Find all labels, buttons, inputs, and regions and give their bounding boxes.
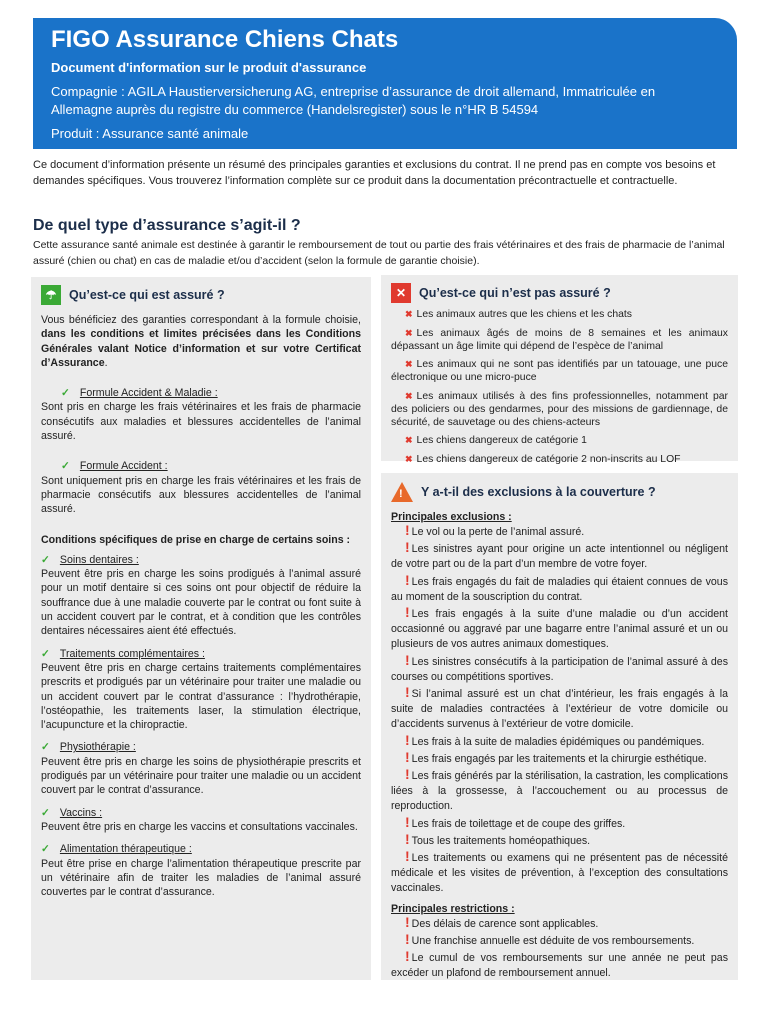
care-title: Soins dentaires : — [59, 553, 139, 566]
list-item: ! Des délais de carence sont applicables. — [405, 913, 599, 930]
care-block — [41, 553, 361, 639]
formula-block — [41, 386, 361, 443]
exclamation-icon: ! — [405, 813, 410, 830]
formula-text: Sont uniquement pris en charge les frais vétérinaires et les frais de pharmacie consécutifs aux blessures accidentelles de l’animal assuré. — [41, 474, 361, 516]
care-title: Vaccins : — [59, 806, 103, 819]
care-text: Peuvent être pris en charge les soins prodigués à l’animal assuré pour un motif dentaire si ces soins ont pour objectif de réduire la souffrance due à une maladie couverte par le contrat ou font suite à un accident couvert par le contrat, et à condition que les contrôles dentaires nécessaires aient été effectués. — [41, 568, 361, 638]
covered-heading-row — [41, 281, 361, 309]
check-icon: ✓ — [41, 843, 50, 856]
formula-block — [41, 459, 361, 516]
care-text: Peuvent être pris en charge les soins de physiothérapie prescrits et prodigués par un vétérinaire pour traiter une maladie ou un accident couvert par le contrat d’assurance. — [41, 755, 361, 797]
covered-panel — [31, 277, 371, 980]
exclusions-subtitle: Principales exclusions : — [391, 511, 512, 523]
check-icon: ✓ — [41, 553, 50, 566]
document-subtitle: Document d'information sur le produit d'assurance — [51, 60, 367, 75]
not-covered-panel — [381, 275, 738, 466]
exclamation-icon: ! — [405, 848, 410, 865]
list-item: ! Les traitements ou examens qui ne présentent pas de nécessité médicale et les visites de prévention, à l’exception des consultations vaccinales. — [391, 848, 728, 895]
care-block — [41, 647, 361, 733]
care-title: Traitements complémentaires : — [59, 647, 205, 660]
list-item: ! Les frais à la suite de maladies épidémiques ou pandémiques. — [405, 731, 705, 748]
section-heading-type: De quel type d’assurance s’agit-il ? — [33, 217, 301, 234]
list-item: ! Le vol ou la perte de l’animal assuré. — [405, 522, 585, 538]
exclusions-panel — [381, 473, 738, 980]
cross-umbrella-icon: ✕ — [391, 283, 411, 303]
care-text: Peuvent être pris en charge certains traitements complémentaires prescrits et prodigués par un vétérinaire pour traiter une maladie ou un accident couvert par le contrat d’assurance : l’hydrothérapie, l’ostéopathie, les traitements laser, la stimulation électrique, l’acupuncture et la chiropractie. — [41, 661, 361, 732]
conditions-title: Conditions spécifiques de prise en charge de certains soins : — [41, 533, 351, 546]
exclusions-heading: Y a-t-il des exclusions à la couverture ? — [421, 485, 656, 499]
cross-icon: ✖ — [405, 359, 413, 370]
list-item: ! Tous les traitements homéopathiques. — [405, 830, 591, 847]
list-item: ! Le cumul de vos remboursements sur une année ne peut pas excéder un plafond de remboursement annuel. — [391, 948, 728, 980]
check-icon: ✓ — [41, 647, 50, 660]
exclamation-icon: ! — [405, 930, 410, 947]
list-item: ✖ Les animaux autres que les chiens et les chats — [405, 309, 632, 320]
list-item: ! Les frais engagés à la suite d’une maladie ou d’un accident occasionné ou aggravé par une bagarre entre l’animal assuré et un ou plusieurs de vos autres animaux domestiques. — [391, 604, 728, 651]
care-title: Alimentation thérapeutique : — [59, 843, 192, 856]
list-item: ✖ Les animaux âgés de moins de 8 semaines et les animaux dépassant un âge limite qui dépend de l’espèce de l’animal — [391, 327, 728, 352]
care-text: Peuvent être pris en charge les vaccins et consultations vaccinales. — [41, 820, 358, 833]
document-title: FIGO Assurance Chiens Chats — [51, 26, 399, 53]
covered-heading: Qu’est-ce qui est assuré ? — [69, 288, 225, 302]
check-icon: ✓ — [41, 806, 50, 819]
list-item: ! Les frais de toilettage et de coupe des griffes. — [405, 813, 626, 830]
cross-icon: ✖ — [405, 390, 413, 401]
list-item: ! Si l’animal assuré est un chat d’intérieur, les frais engagés à la suite de maladies contractées à l’extérieur de votre domicile ou d’accidents survenus à l’extérieur de votre domicile. — [391, 684, 728, 731]
exclamation-icon: ! — [405, 539, 410, 556]
exclamation-icon: ! — [405, 684, 410, 701]
exclamation-icon: ! — [405, 748, 410, 765]
list-item: ! Les frais générés par la stérilisation, la castration, les complications liées à la grossesse, à l’accouchement ou au processus de reproduction. — [391, 766, 728, 813]
cross-icon: ✖ — [405, 435, 413, 446]
cross-icon: ✖ — [405, 309, 413, 319]
not-covered-heading-row — [391, 281, 728, 305]
exclamation-icon: ! — [405, 731, 410, 748]
company-info: Compagnie : AGILA Haustierversicherung AG, entreprise d’assurance de droit allemand, Immatriculée en Allemagne auprès du registre du commerce (Handelsregister) sous le n°HR B 54594 — [51, 84, 656, 117]
warning-icon: ! — [391, 482, 413, 502]
exclamation-icon: ! — [405, 522, 410, 538]
exclamation-icon: ! — [405, 604, 410, 621]
cross-icon: ✖ — [405, 327, 413, 338]
list-item: ✖ Les chiens dangereux de catégorie 1 — [405, 435, 587, 447]
exclamation-icon: ! — [405, 766, 410, 783]
restrictions-subtitle: Principales restrictions : — [391, 902, 515, 915]
formula-title: Formule Accident & Maladie : — [79, 387, 218, 400]
list-item: ! Les sinistres consécutifs à la participation de l’animal assuré à des courses ou compétitions sportives. — [391, 651, 728, 683]
care-block — [41, 842, 361, 899]
intro-paragraph: Ce document d’information présente un résumé des principales garanties et exclusions du contrat. Il ne prend pas en compte vos besoins et demandes spécifiques. Vous trouverez l’information complète sur ce produit dans la documentation précontractuelle et contractuelle. — [33, 159, 716, 187]
covered-intro: Vous bénéficiez des garanties correspondant à la formule choisie, dans les conditions et limites précisées dans les Conditions Générales valant Notice d’information et sur votre Certificat d’Assurance. — [41, 314, 361, 369]
list-item: ✖ Les animaux qui ne sont pas identifiés par un tatouage, une puce électronique ou une micro-puce — [391, 359, 728, 384]
list-item: ! Une franchise annuelle est déduite de vos remboursements. — [405, 930, 695, 947]
list-item: ! Les sinistres ayant pour origine un acte intentionnel ou négligent de votre part ou de la part d’un membre de votre foyer. — [391, 539, 728, 571]
exclamation-icon: ! — [405, 830, 410, 847]
care-text: Peut être prise en charge l’alimentation thérapeutique prescrite par un vétérinaire afin de traiter les maladies de l’animal assuré couvertes par le contrat d’assurance. — [41, 857, 361, 899]
check-icon: ✓ — [61, 460, 70, 473]
header-banner — [33, 18, 737, 149]
care-block — [41, 740, 361, 797]
list-item: ! Les frais engagés par les traitements et la chirurgie esthétique. — [405, 748, 707, 765]
exclamation-icon: ! — [405, 571, 410, 588]
formula-title: Formule Accident : — [79, 460, 168, 473]
list-item: ! Les frais engagés du fait de maladies qui étaient connues de vous au moment de la souscription du contrat. — [391, 571, 728, 603]
check-icon: ✓ — [61, 387, 70, 400]
formula-text: Sont pris en charge les frais vétérinaires et les frais de pharmacie consécutifs aux maladies et blessures accidentelles de l’animal assuré. — [41, 401, 361, 443]
care-title: Physiothérapie : — [59, 741, 136, 754]
exclamation-icon: ! — [405, 913, 410, 930]
type-description: Cette assurance santé animale est destinée à garantir le remboursement de tout ou partie des frais vétérinaires et des frais de pharmacie de l’animal assuré (chien ou chat) en cas de maladie et/ou d’accident (selon la formule de garantie choisie). — [33, 239, 725, 267]
not-covered-heading: Qu’est-ce qui n’est pas assuré ? — [419, 286, 611, 300]
exclamation-icon: ! — [405, 651, 410, 668]
product-info: Produit : Assurance santé animale — [51, 126, 249, 141]
list-item: ✖ Les animaux utilisés à des fins professionnelles, notamment par des policiers ou des gendarmes, pour des missions de gardiennage, de sécurité, de sauvetage ou des chiens-acteurs — [391, 390, 728, 428]
cross-icon: ✖ — [405, 454, 413, 465]
umbrella-icon: ☂ — [41, 285, 61, 305]
check-icon: ✓ — [41, 741, 50, 754]
exclusions-heading-row — [391, 479, 728, 505]
care-block — [41, 806, 361, 835]
list-item: ✖ Les chiens dangereux de catégorie 2 non-inscrits au LOF — [405, 454, 681, 466]
exclamation-icon: ! — [405, 948, 410, 965]
